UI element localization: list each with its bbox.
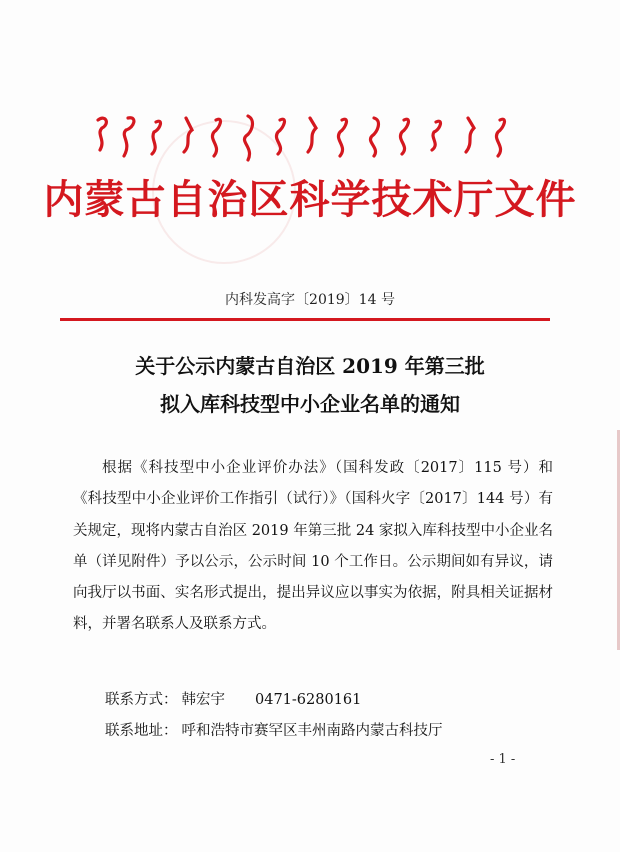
notice-title-line-2: 拟入库科技型中小企业名单的通知 <box>160 392 460 416</box>
contact-address-label: 联系地址： <box>105 723 178 739</box>
mongolian-script-heading-icon <box>88 110 528 166</box>
notice-title-line-1: 关于公示内蒙古自治区 2019 年第三批 <box>135 354 485 378</box>
contact-address: 呼和浩特市赛罕区丰州南路内蒙古科技厅 <box>181 723 443 739</box>
document-number: 内科发高字〔2019〕14 号 <box>225 292 395 308</box>
contact-name: 韩宏宇 <box>181 692 225 708</box>
contact-method-row <box>105 688 361 709</box>
red-divider-line <box>60 318 550 321</box>
issuing-authority-header: 内蒙古自治区科学技术厅文件 <box>43 176 577 223</box>
page-number: - 1 - <box>490 752 516 767</box>
notice-title <box>0 347 620 423</box>
body-paragraph: 根据《科技型中小企业评价办法》（国科发政〔2017〕115 号）和《科技型中小企业评价工作指引（试行）》（国科火字〔2017〕144 号）有关规定，现将内蒙古自治区 2019 年第三批 24 家拟入库科技型中小企业名单（详见附件）予以公示，公示时间 10 个工作日。公示期间如有异议，请向我厅以书面、实名形式提出，提出异议应以事实为依据，附具相关证据材料，并署名联系人及联系方式。 <box>73 460 553 633</box>
contact-method-label: 联系方式： <box>105 692 178 708</box>
contact-address-row <box>105 719 443 740</box>
notice-body <box>73 453 553 641</box>
contact-phone: 0471-6280161 <box>255 692 362 708</box>
